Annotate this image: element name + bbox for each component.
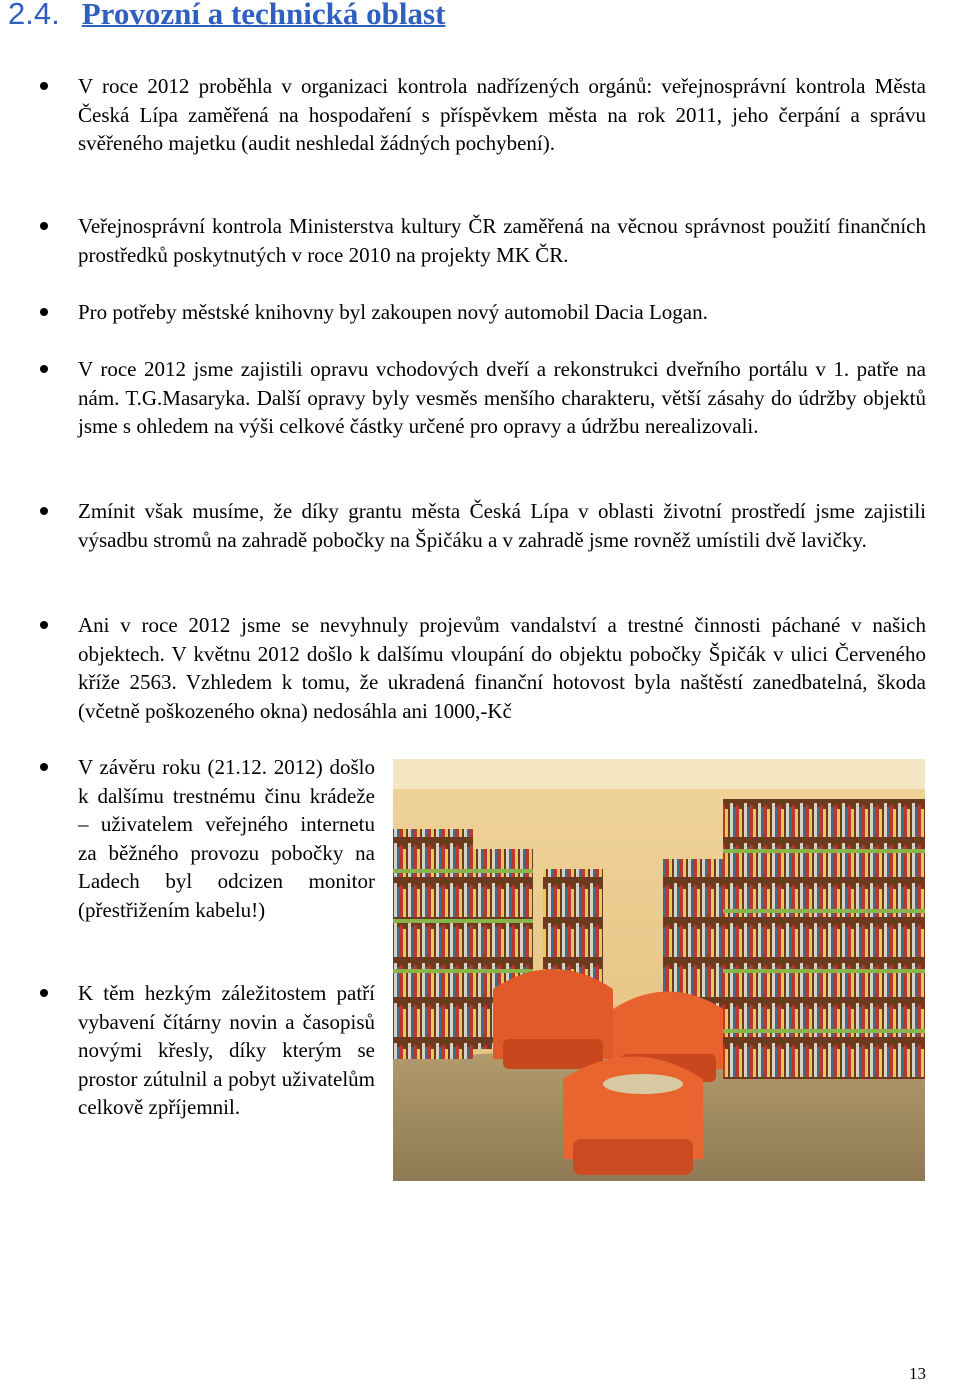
bullet-icon — [40, 507, 48, 515]
bullet-icon — [40, 222, 48, 230]
list-item — [78, 979, 375, 1122]
reading-room-photo — [393, 759, 925, 1181]
list-item — [78, 212, 926, 269]
section-title: Provozní a technická oblast — [81, 0, 446, 31]
bullet-icon — [40, 763, 48, 771]
bullet-icon — [40, 308, 48, 316]
list-item-text: K těm hezkým záležitostem patří vybavení čítárny novin a časopisů novými křesly, díky kterým se prostor zútulnil a pobyt uživatelům celkově zpříjemnil. — [78, 981, 375, 1119]
bullet-icon — [40, 621, 48, 629]
list-item-text: V závěru roku (21.12. 2012) došlo k dalšímu trestnému činu krádeže – uživatelem veřejného internetu za běžného provozu pobočky na Ladech byl odcizen monitor (přestřižením kabelu!) — [78, 755, 375, 922]
list-item-text: Veřejnosprávní kontrola Ministerstva kultury ČR zaměřená na věcnou správnost použití finančních prostředků poskytnutých v roce 2010 na projekty MK ČR. — [78, 214, 926, 267]
list-item-text: V roce 2012 jsme zajistili opravu vchodových dveří a rekonstrukci dveřního portálu v 1. patře na nám. T.G.Masaryka. Další opravy byly vesměs menšího charakteru, větší zásahy do údržby objektů jsme s ohledem na výši celkové částky určené pro opravy a údržbu nerealizovali. — [78, 357, 926, 438]
list-item — [78, 611, 926, 725]
section-number: 2.4. — [8, 0, 60, 31]
section-heading — [8, 0, 445, 32]
list-item — [78, 72, 926, 158]
list-item-text: V roce 2012 proběhla v organizaci kontrola nadřízených orgánů: veřejnosprávní kontrola Města Česká Lípa zaměřená na hospodaření s příspěvkem města na rok 2011, jeho čerpání a správu svěřeného majetku (audit neshledal žádných pochybení). — [78, 74, 926, 155]
list-item — [78, 355, 926, 441]
list-item — [78, 497, 926, 554]
bullet-icon — [40, 82, 48, 90]
list-item — [78, 753, 375, 924]
page-number: 13 — [909, 1364, 926, 1383]
list-item-text: Ani v roce 2012 jsme se nevyhnuly projevům vandalství a trestné činnosti páchané v našich objektech. V květnu 2012 došlo k dalšímu vloupání do objektu pobočky Špičák v ulici Červeného kříže 2563. Vzhledem k tomu, že ukradená finanční hotovost byla naštěstí zanedbatelná, škoda (včetně poškozeného okna) nedosáhla ani 1000,-Kč — [78, 613, 926, 723]
list-item-text: Zmínit však musíme, že díky grantu města Česká Lípa v oblasti životní prostředí jsme zajistili výsadbu stromů na zahradě pobočky na Špičáku a v zahradě jsme rovněž umístili dvě lavičky. — [78, 499, 926, 552]
bullet-icon — [40, 365, 48, 373]
bullet-icon — [40, 989, 48, 997]
list-item-text: Pro potřeby městské knihovny byl zakoupen nový automobil Dacia Logan. — [78, 300, 708, 324]
list-item — [78, 298, 926, 327]
